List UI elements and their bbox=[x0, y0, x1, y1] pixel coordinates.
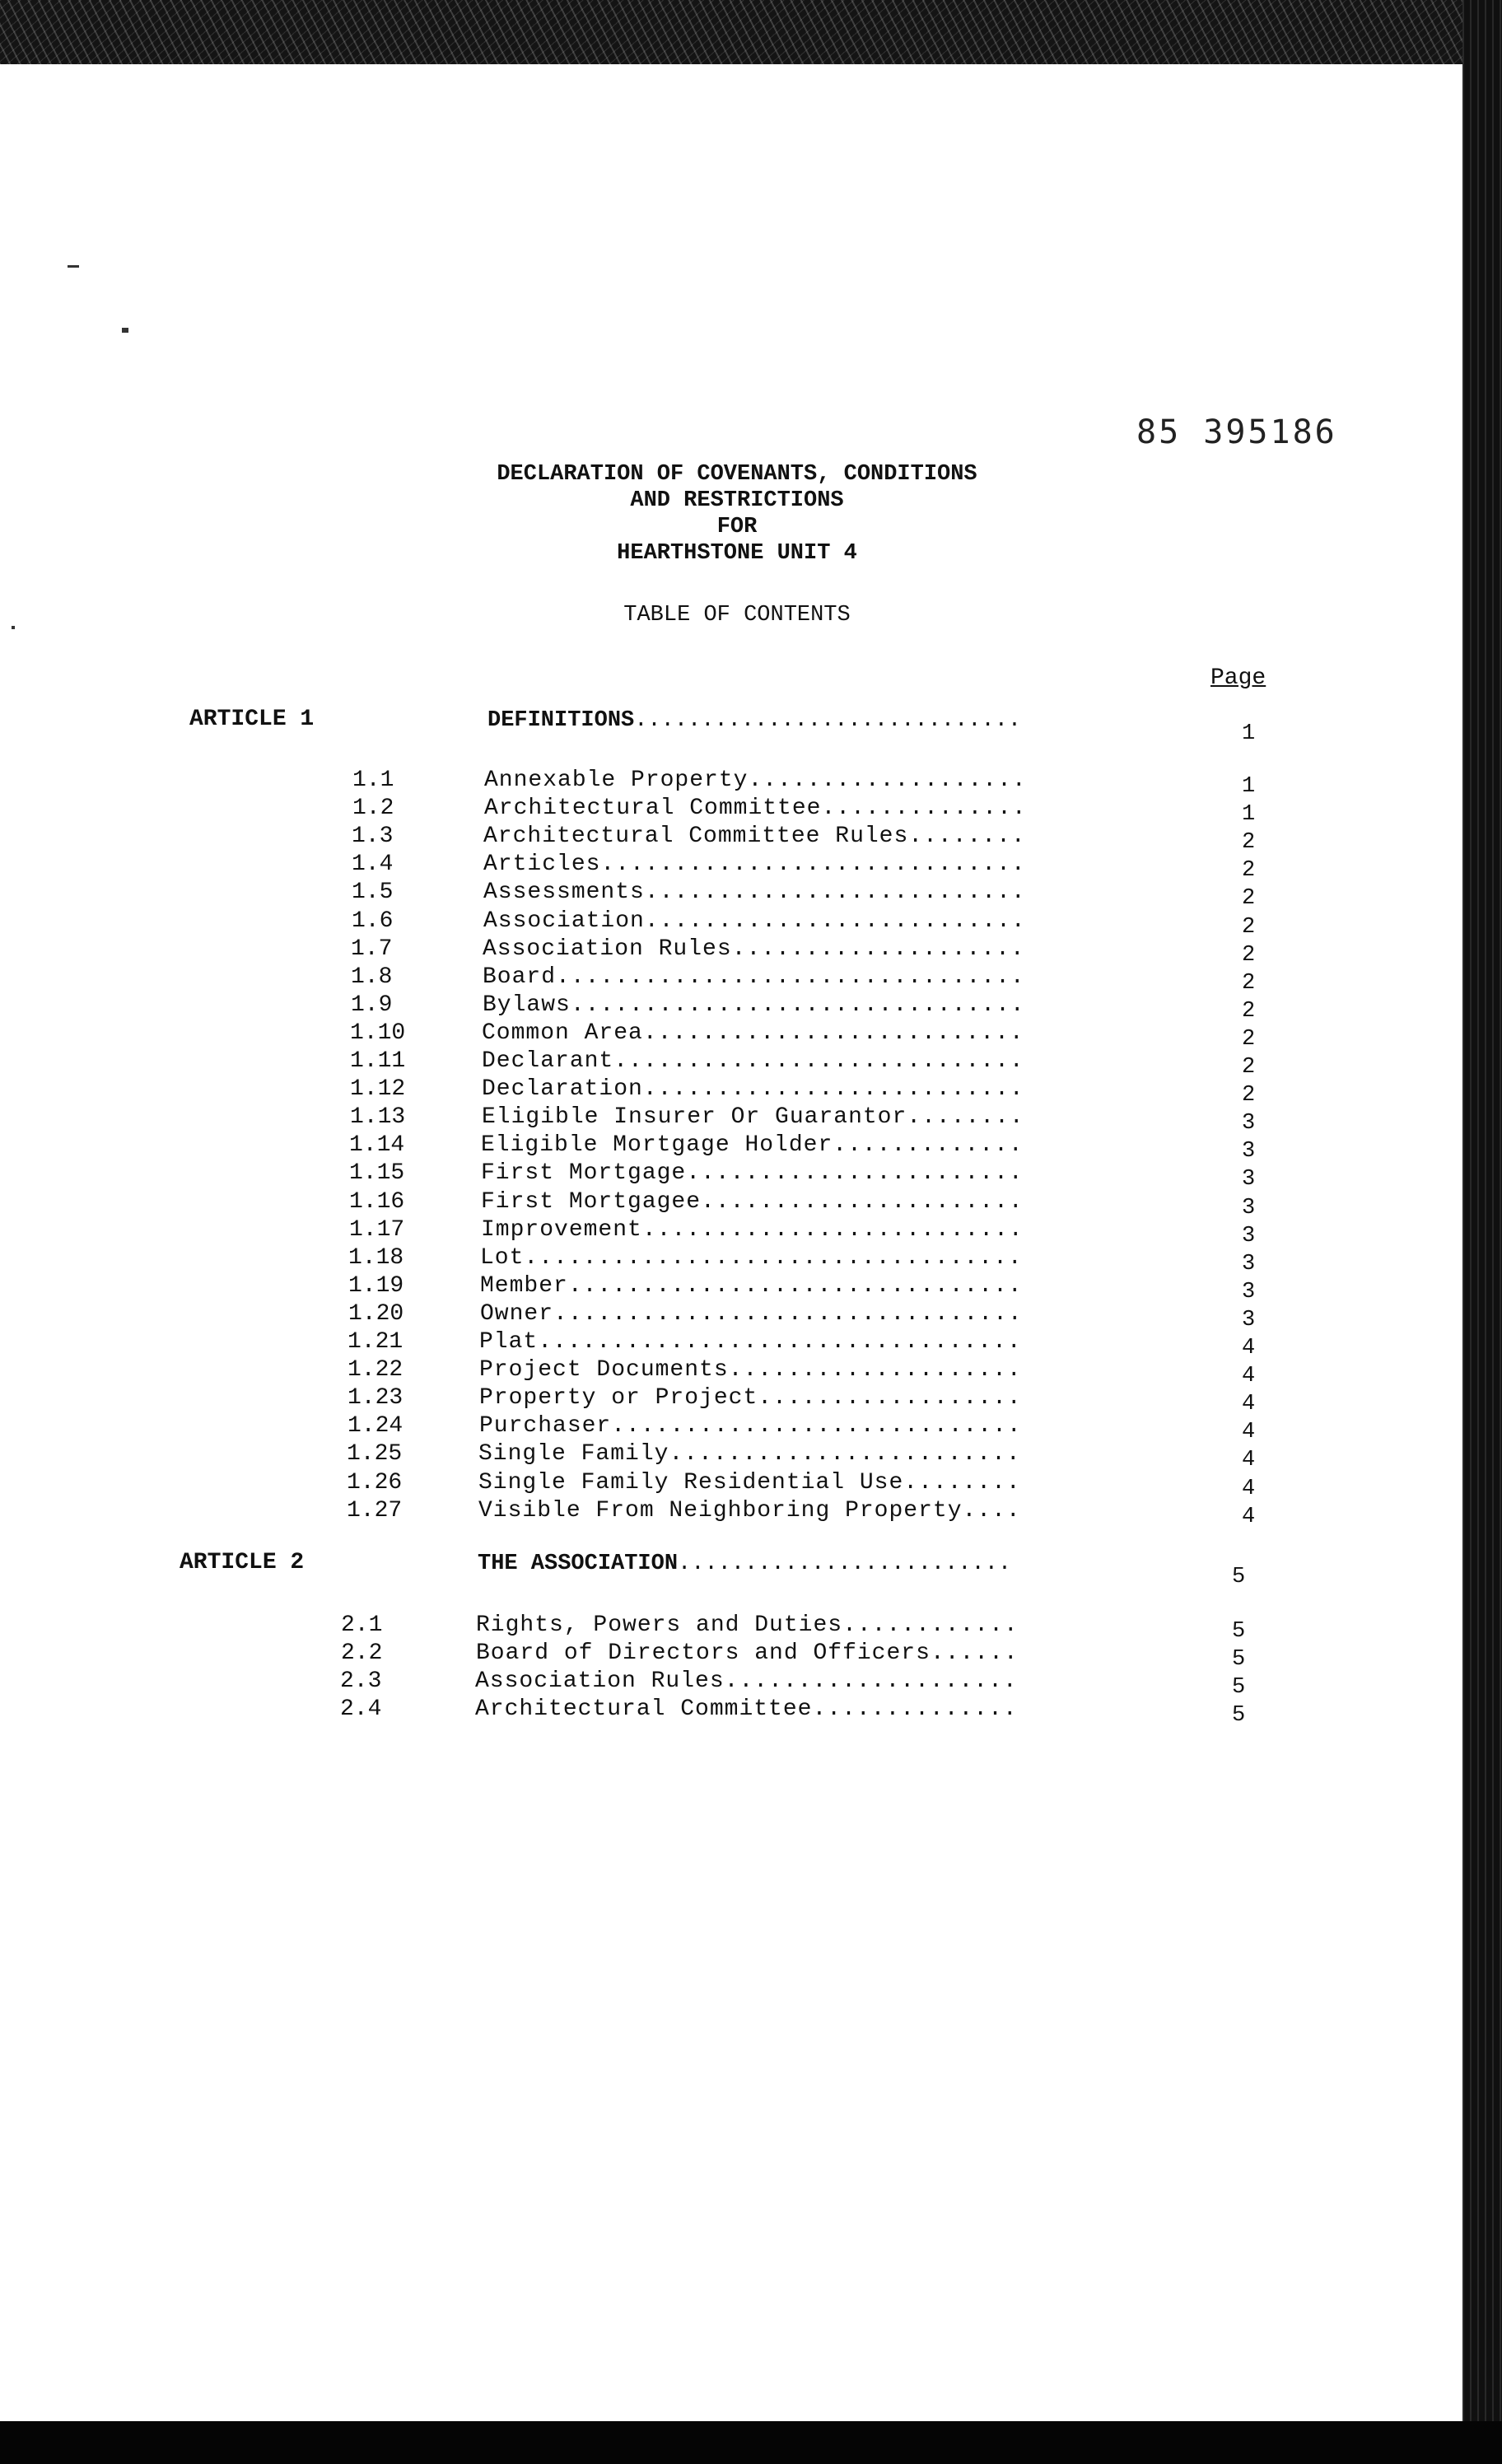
toc-entry-page-number: 3 bbox=[1242, 1195, 1256, 1220]
toc-entry-title bbox=[480, 1301, 1023, 1327]
toc-entry-number: 1.13 bbox=[350, 1104, 406, 1131]
dot-leader: .................... bbox=[724, 1668, 1018, 1694]
toc-entry-title bbox=[482, 1104, 1024, 1130]
toc-entry-title bbox=[481, 1189, 1024, 1215]
dot-leader: ...................... bbox=[701, 1188, 1024, 1215]
toc-entry-text: Board bbox=[483, 964, 557, 990]
toc-entry-number: 2.1 bbox=[341, 1612, 383, 1638]
scan-speck bbox=[122, 328, 128, 333]
toc-entry-number: 2.2 bbox=[341, 1640, 383, 1666]
toc-entry-text: Association Rules bbox=[483, 936, 732, 962]
toc-entry-text: Property or Project bbox=[479, 1385, 758, 1412]
toc-entry-page-number: 2 bbox=[1242, 1083, 1256, 1108]
toc-entry-number: 1.23 bbox=[348, 1385, 403, 1412]
toc-entry-title bbox=[483, 908, 1026, 934]
toc-entry-number: 1.21 bbox=[348, 1329, 403, 1355]
toc-entry-page-number: 5 bbox=[1232, 1675, 1246, 1700]
toc-entry-number: 2.4 bbox=[340, 1696, 382, 1722]
toc-entry-page-number: 3 bbox=[1242, 1111, 1256, 1136]
dot-leader: ............................ bbox=[613, 1048, 1024, 1074]
toc-entry-number: 2.3 bbox=[340, 1668, 382, 1694]
toc-entry-page-number: 3 bbox=[1242, 1139, 1256, 1164]
scan-top-edge bbox=[0, 0, 1502, 66]
toc-entry-number: 1.11 bbox=[350, 1048, 406, 1074]
dot-leader: .............. bbox=[812, 1696, 1018, 1722]
toc-entry-text: Owner bbox=[480, 1300, 554, 1327]
scan-right-edge bbox=[1462, 0, 1502, 2464]
article-title-text: DEFINITIONS bbox=[487, 708, 635, 733]
toc-entry-page-number: 2 bbox=[1242, 858, 1256, 884]
dot-leader: ........ bbox=[907, 1104, 1024, 1131]
toc-entry-page-number: 3 bbox=[1242, 1279, 1256, 1304]
toc-entry-page-number: 4 bbox=[1242, 1336, 1256, 1360]
toc-entry-text: Single Family Residential Use bbox=[478, 1469, 904, 1496]
dot-leader: .................... bbox=[731, 936, 1025, 962]
dot-leader: ......................... bbox=[678, 1552, 1012, 1576]
toc-entry-title bbox=[482, 1048, 1024, 1074]
document-title bbox=[379, 461, 1095, 567]
dot-leader: ............................. bbox=[634, 708, 1022, 733]
toc-entry-title bbox=[483, 992, 1025, 1018]
dot-leader: ............................... bbox=[567, 1272, 1023, 1299]
dot-leader: .................................. bbox=[524, 1244, 1023, 1271]
toc-entry-number: 1.27 bbox=[347, 1497, 403, 1524]
toc-entry-number: 1.4 bbox=[352, 852, 394, 878]
toc-entry-title bbox=[483, 824, 1026, 849]
toc-entry-number: 1.15 bbox=[349, 1160, 405, 1187]
toc-entry-text: Board of Directors and Officers bbox=[476, 1640, 931, 1666]
scan-speck bbox=[68, 265, 79, 268]
toc-entry-title bbox=[479, 1357, 1022, 1383]
dot-leader: ................... bbox=[748, 768, 1027, 793]
toc-entry-text: Plat bbox=[479, 1329, 539, 1355]
article-page-number: 1 bbox=[1242, 721, 1256, 746]
dot-leader: .......................... bbox=[642, 1076, 1024, 1103]
toc-entry-title bbox=[475, 1696, 1018, 1722]
toc-entry-page-number: 3 bbox=[1242, 1251, 1256, 1276]
toc-entry-page-number: 4 bbox=[1242, 1448, 1256, 1473]
toc-entry-title bbox=[482, 1076, 1024, 1102]
dot-leader: ........ bbox=[908, 824, 1026, 850]
toc-entry-page-number: 5 bbox=[1232, 1647, 1246, 1672]
toc-entry-number: 1.10 bbox=[350, 1020, 406, 1046]
toc-entry-number: 1.17 bbox=[349, 1216, 405, 1243]
dot-leader: ............................... bbox=[570, 992, 1025, 1018]
article-title-text: THE ASSOCIATION bbox=[478, 1552, 679, 1576]
toc-entry-text: Bylaws bbox=[483, 992, 571, 1018]
article-title bbox=[478, 1552, 1011, 1576]
toc-entry-number: 1.2 bbox=[352, 796, 394, 822]
page-column-header: Page bbox=[1210, 665, 1266, 691]
toc-entry-text: Improvement bbox=[481, 1216, 642, 1243]
toc-entry-number: 1.6 bbox=[352, 908, 394, 934]
toc-entry-text: Project Documents bbox=[479, 1357, 729, 1384]
toc-entry-title bbox=[476, 1612, 1019, 1638]
toc-entry-text: Eligible Mortgage Holder bbox=[481, 1132, 833, 1159]
toc-entry-page-number: 4 bbox=[1242, 1420, 1256, 1445]
article-page-number: 5 bbox=[1232, 1565, 1246, 1589]
title-line: DECLARATION OF COVENANTS, CONDITIONS bbox=[497, 462, 977, 487]
toc-entry-title bbox=[479, 1413, 1022, 1439]
toc-entry-title bbox=[481, 1217, 1024, 1243]
toc-entry-number: 1.9 bbox=[351, 992, 393, 1018]
toc-entry-title bbox=[480, 1273, 1023, 1299]
toc-entry-page-number: 2 bbox=[1242, 998, 1256, 1024]
toc-entry-page-number: 4 bbox=[1242, 1476, 1256, 1501]
toc-entry-page-number: 5 bbox=[1232, 1703, 1246, 1728]
toc-entry-text: Association bbox=[483, 908, 645, 934]
toc-entry-page-number: 1 bbox=[1242, 774, 1256, 799]
toc-entry-page-number: 2 bbox=[1242, 830, 1256, 856]
article-title bbox=[487, 708, 1021, 733]
scan-bottom-edge bbox=[0, 2421, 1502, 2464]
toc-entry-number: 1.12 bbox=[350, 1076, 406, 1103]
dot-leader: .................. bbox=[758, 1385, 1022, 1412]
toc-entry-title bbox=[484, 768, 1027, 793]
toc-entry-title bbox=[483, 936, 1025, 962]
toc-entry-text: Architectural Committee bbox=[475, 1696, 813, 1722]
title-line: AND RESTRICTIONS bbox=[630, 488, 844, 513]
toc-entry-page-number: 2 bbox=[1242, 942, 1256, 968]
toc-entry-text: Annexable Property bbox=[484, 768, 749, 793]
dot-leader: ................................. bbox=[538, 1329, 1022, 1355]
toc-entry-title bbox=[484, 796, 1027, 821]
dot-leader: .......................... bbox=[642, 1020, 1024, 1046]
toc-entry-number: 1.25 bbox=[347, 1441, 403, 1468]
toc-entry-number: 1.20 bbox=[348, 1300, 404, 1327]
toc-entry-page-number: 2 bbox=[1242, 914, 1256, 940]
toc-entry-number: 1.7 bbox=[351, 936, 393, 962]
dot-leader: ...... bbox=[930, 1640, 1019, 1666]
toc-entry-text: Common Area bbox=[482, 1020, 643, 1046]
toc-entry-title bbox=[475, 1668, 1018, 1694]
toc-entry-title bbox=[481, 1160, 1024, 1186]
toc-entry-page-number: 3 bbox=[1242, 1307, 1256, 1332]
dot-leader: ........................ bbox=[669, 1441, 1021, 1468]
toc-entry-title bbox=[476, 1640, 1019, 1666]
dot-leader: .......................... bbox=[641, 1216, 1024, 1243]
toc-entry-number: 1.22 bbox=[348, 1357, 403, 1384]
toc-entry-title bbox=[483, 964, 1025, 990]
toc-entry-text: Lot bbox=[480, 1244, 525, 1271]
toc-entry-text: Architectural Committee bbox=[484, 796, 822, 822]
toc-entry-title bbox=[483, 852, 1026, 877]
toc-entry-text: Declaration bbox=[482, 1076, 643, 1103]
dot-leader: ............ bbox=[842, 1612, 1019, 1638]
toc-entry-page-number: 2 bbox=[1242, 886, 1256, 912]
toc-entry-number: 1.26 bbox=[347, 1469, 403, 1496]
toc-entry-page-number: 3 bbox=[1242, 1223, 1256, 1248]
toc-entry-text: Member bbox=[480, 1272, 568, 1299]
toc-entry-number: 1.14 bbox=[349, 1132, 405, 1159]
toc-entry-title bbox=[482, 1020, 1024, 1046]
toc-entry-title bbox=[480, 1245, 1023, 1271]
toc-entry-page-number: 1 bbox=[1242, 802, 1256, 828]
toc-entry-page-number: 4 bbox=[1242, 1504, 1256, 1529]
document-number: 85 395186 bbox=[1136, 413, 1337, 451]
title-line: FOR bbox=[716, 515, 758, 539]
dot-leader: ............. bbox=[833, 1132, 1024, 1159]
toc-entry-text: Single Family bbox=[478, 1441, 669, 1468]
toc-heading: TABLE OF CONTENTS bbox=[623, 603, 851, 628]
toc-entry-number: 1.16 bbox=[349, 1188, 405, 1215]
dot-leader: ....................... bbox=[686, 1160, 1024, 1187]
toc-entry-text: Articles bbox=[483, 852, 601, 878]
toc-entry-page-number: 3 bbox=[1242, 1167, 1256, 1192]
toc-entry-page-number: 2 bbox=[1242, 970, 1256, 996]
dot-leader: .......................... bbox=[644, 880, 1026, 906]
toc-entry-text: Purchaser bbox=[479, 1413, 612, 1440]
toc-entry-page-number: 4 bbox=[1242, 1392, 1256, 1417]
toc-entry-text: First Mortgage bbox=[481, 1160, 687, 1187]
toc-entry-text: First Mortgagee bbox=[481, 1188, 702, 1215]
dot-leader: ................................ bbox=[553, 1300, 1023, 1327]
dot-leader: .............. bbox=[821, 796, 1027, 822]
toc-entry-text: Eligible Insurer Or Guarantor bbox=[482, 1104, 907, 1131]
toc-entry-text: Rights, Powers and Duties bbox=[476, 1612, 843, 1638]
article-label: ARTICLE 2 bbox=[180, 1550, 305, 1575]
toc-entry-page-number: 2 bbox=[1242, 1055, 1256, 1080]
toc-entry-number: 1.18 bbox=[348, 1244, 404, 1271]
dot-leader: ............................. bbox=[600, 852, 1026, 878]
toc-entry-number: 1.8 bbox=[351, 964, 393, 990]
toc-entry-number: 1.19 bbox=[348, 1272, 404, 1299]
toc-entry-number: 1.5 bbox=[352, 880, 394, 906]
dot-leader: .................... bbox=[728, 1357, 1022, 1384]
toc-entry-title bbox=[478, 1441, 1021, 1467]
toc-entry-title bbox=[478, 1498, 1021, 1524]
scan-speck bbox=[12, 626, 15, 629]
toc-entry-text: Association Rules bbox=[475, 1668, 725, 1694]
title-line: HEARTHSTONE UNIT 4 bbox=[617, 541, 857, 566]
dot-leader: .... bbox=[962, 1497, 1021, 1524]
toc-entry-number: 1.3 bbox=[352, 824, 394, 850]
toc-entry-page-number: 5 bbox=[1232, 1619, 1246, 1644]
toc-entry-number: 1.24 bbox=[348, 1413, 403, 1440]
dot-leader: ............................ bbox=[611, 1413, 1022, 1440]
toc-entry-text: Assessments bbox=[483, 880, 645, 906]
dot-leader: ................................ bbox=[556, 964, 1025, 990]
toc-entry-text: Visible From Neighboring Property bbox=[478, 1497, 963, 1524]
article-label: ARTICLE 1 bbox=[189, 707, 315, 732]
toc-entry-title bbox=[478, 1470, 1021, 1496]
toc-entry-title bbox=[479, 1329, 1022, 1355]
dot-leader: .......................... bbox=[644, 908, 1026, 934]
dot-leader: ........ bbox=[903, 1469, 1021, 1496]
toc-entry-text: Declarant bbox=[482, 1048, 614, 1074]
toc-entry-title bbox=[481, 1132, 1024, 1158]
toc-entry-title bbox=[483, 880, 1026, 905]
toc-entry-title bbox=[479, 1385, 1022, 1411]
toc-entry-number: 1.1 bbox=[352, 768, 394, 793]
toc-entry-text: Architectural Committee Rules bbox=[483, 824, 909, 850]
toc-entry-page-number: 4 bbox=[1242, 1364, 1256, 1389]
toc-entry-page-number: 2 bbox=[1242, 1026, 1256, 1052]
